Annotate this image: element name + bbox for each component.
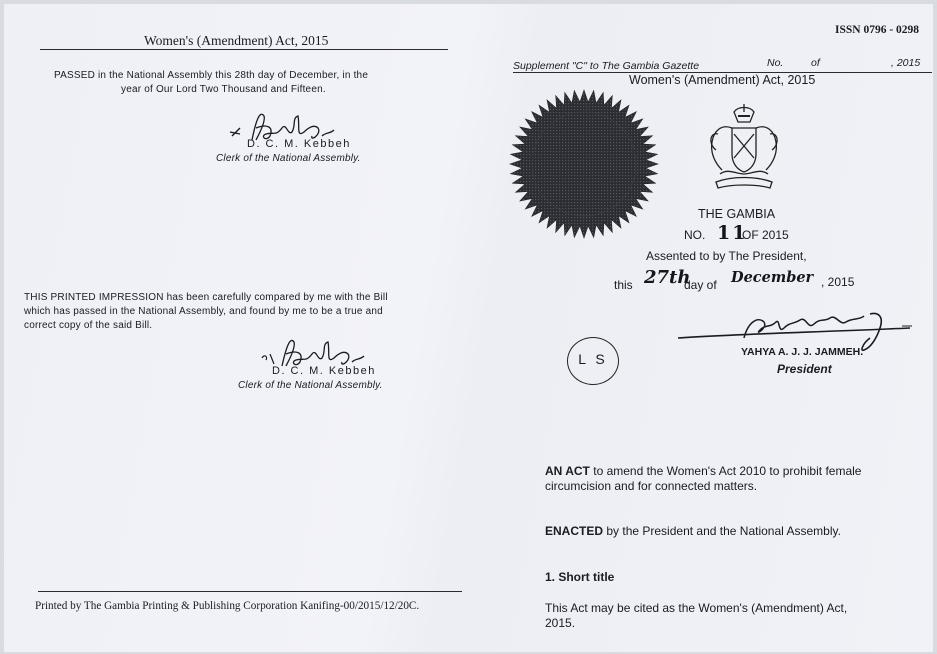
- certification-line-2: which has passed in the National Assembly, and found by me to be a true and: [24, 306, 383, 317]
- supplement-year: , 2015: [891, 57, 921, 69]
- printer-line: Printed by The Gambia Printing & Publishing Corporation Kanifing-00/2015/12/20C.: [35, 600, 420, 612]
- ls-seal-letters: L S: [578, 351, 608, 367]
- clerk-name-1: D. C. M. Kebbeh: [247, 138, 351, 150]
- enacted-bold: ENACTED: [545, 524, 604, 538]
- passed-line-2: year of Our Lord Two Thousand and Fifteen.: [121, 84, 326, 95]
- clerk-name-2: D. C. M. Kebbeh: [272, 365, 376, 377]
- clerk-title-1: Clerk of the National Assembly.: [216, 153, 361, 164]
- assent-day-handwritten: 27th: [644, 267, 691, 288]
- assent-month-handwritten: December: [731, 269, 814, 286]
- president-name: YAHYA A. J. J. JAMMEH.: [741, 346, 864, 358]
- printer-rule: [38, 591, 462, 592]
- enacted-text: by the President and the National Assembly.: [606, 524, 841, 538]
- supplement-no: No.: [767, 57, 784, 69]
- enacting-clause: [545, 524, 841, 538]
- left-header-rule: [40, 49, 448, 50]
- act-number-handwritten: 11: [717, 222, 748, 244]
- act-title: Women's (Amendment) Act, 2015: [629, 73, 816, 87]
- act-year: OF 2015: [742, 228, 789, 242]
- assent-year: , 2015: [821, 275, 855, 289]
- certification-line-3: correct copy of the said Bill.: [24, 320, 153, 331]
- passed-line-1: PASSED in the National Assembly this 28th day of December, in the: [54, 70, 369, 81]
- president-title: President: [777, 362, 832, 376]
- act-number-label: NO.: [684, 228, 706, 242]
- coat-of-arms-emblem: [704, 104, 784, 196]
- supplement-of: of: [811, 57, 820, 69]
- supplement-label: Supplement "C" to The Gambia Gazette: [513, 60, 700, 72]
- assent-this-label: this: [614, 278, 633, 292]
- section-text-line-2: 2015.: [545, 616, 576, 630]
- long-title-line-1: [545, 464, 861, 478]
- clerk-title-2: Clerk of the National Assembly.: [238, 380, 383, 391]
- certification-line-1: THIS PRINTED IMPRESSION has been carefully compared by me with the Bill: [24, 292, 388, 303]
- official-seal: [508, 88, 660, 240]
- long-title-bold: AN ACT: [545, 464, 590, 478]
- left-header-title: Women's (Amendment) Act, 2015: [144, 33, 329, 48]
- section-heading: 1. Short title: [545, 570, 615, 584]
- issn-number: ISSN 0796 - 0298: [835, 24, 920, 36]
- assented-line: Assented to by The President,: [646, 249, 807, 263]
- assent-day-of-label: day of: [684, 278, 717, 292]
- country-name: THE GAMBIA: [698, 207, 776, 221]
- long-title-text: to amend the Women's Act 2010 to prohibit female: [593, 464, 862, 478]
- section-text-line-1: This Act may be cited as the Women's (Amendment) Act,: [545, 601, 848, 615]
- document-scan: [4, 4, 933, 652]
- long-title-line-2: circumcision and for connected matters.: [545, 479, 758, 493]
